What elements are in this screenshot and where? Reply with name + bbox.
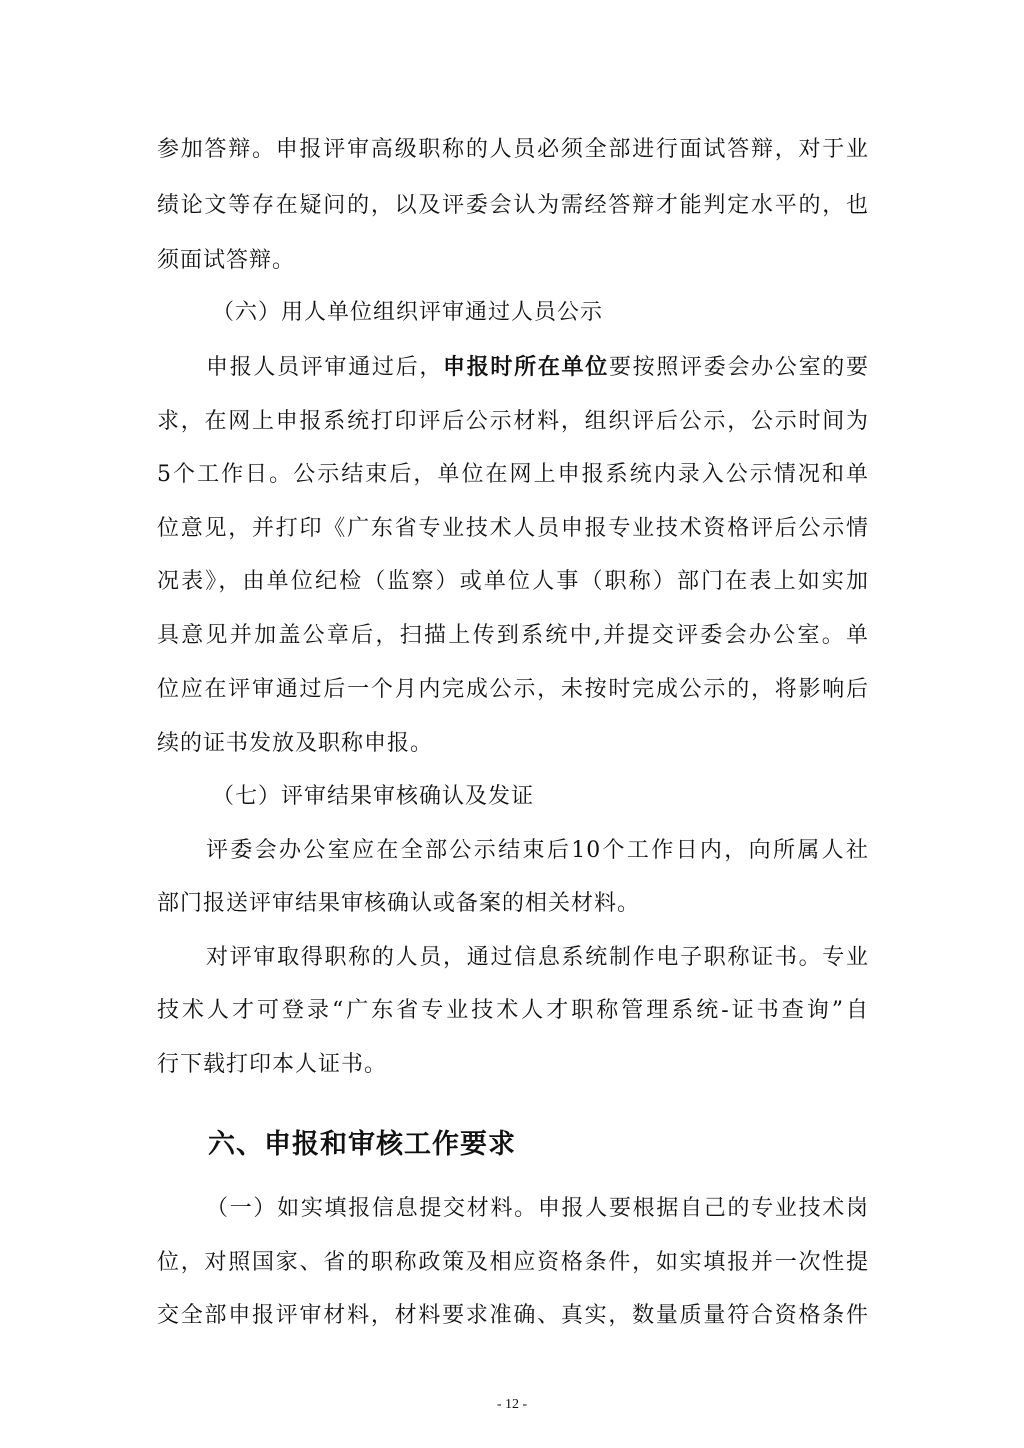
subsection-heading-6: （六）用人单位组织评审通过人员公示: [212, 300, 604, 325]
paragraph-line: 位，对照国家、省的职称政策及相应资格条件，如实填报并一次性提: [157, 1250, 869, 1275]
paragraph-line: 具意见并加盖公章后，扫描上传到系统中,并提交评委会办公室。单: [157, 623, 869, 648]
paragraph-line: 求，在网上申报系统打印评后公示材料，组织评后公示，公示时间为: [157, 409, 869, 434]
paragraph-line: 对评审取得职称的人员，通过信息系统制作电子职称证书。专业: [206, 945, 869, 970]
text-run: 要按照评委会办公室的要: [608, 355, 869, 380]
paragraph-line: （一）如实填报信息提交材料。申报人要根据自己的专业技术岗: [206, 1196, 869, 1221]
paragraph-line: 评委会办公室应在全部公示结束后10个工作日内，向所属人社: [206, 838, 869, 863]
paragraph-line: 绩论文等存在疑问的，以及评委会认为需经答辩才能判定水平的，也: [157, 193, 869, 218]
paragraph-line: 5个工作日。公示结束后，单位在网上申报系统内录入公示情况和单: [157, 462, 869, 487]
paragraph-line: 参加答辩。申报评审高级职称的人员必须全部进行面试答辩，对于业: [157, 137, 869, 162]
emphasized-text: 申报时所在单位: [443, 354, 609, 380]
paragraph-line: 行下载打印本人证书。: [157, 1052, 388, 1077]
paragraph-line: 须面试答辩。: [157, 248, 296, 273]
page-number: - 12 -: [496, 1397, 528, 1412]
paragraph-line: 续的证书发放及职称申报。: [157, 731, 434, 756]
paragraph-line: 交全部申报评审材料，材料要求准确、真实，数量质量符合资格条件: [157, 1303, 869, 1328]
paragraph-line: 技术人才可登录“广东省专业技术人才职称管理系统-证书查询”自: [157, 998, 869, 1023]
paragraph-line: 位应在评审通过后一个月内完成公示，未按时完成公示的，将影响后: [157, 677, 869, 702]
paragraph-line: [206, 353, 869, 382]
paragraph-line: 部门报送评审结果审核确认或备案的相关材料。: [157, 891, 641, 916]
subsection-heading-7: （七）评审结果审核确认及发证: [212, 784, 535, 809]
paragraph-line: 位意见，并打印《广东省专业技术人员申报专业技术资格评后公示情: [157, 516, 869, 541]
section-heading: 六、申报和审核工作要求: [208, 1129, 516, 1160]
paragraph-line: 况表》，由单位纪检（监察）或单位人事（职称）部门在表上如实加: [157, 569, 869, 594]
text-run: 申报人员评审通过后，: [206, 355, 444, 380]
